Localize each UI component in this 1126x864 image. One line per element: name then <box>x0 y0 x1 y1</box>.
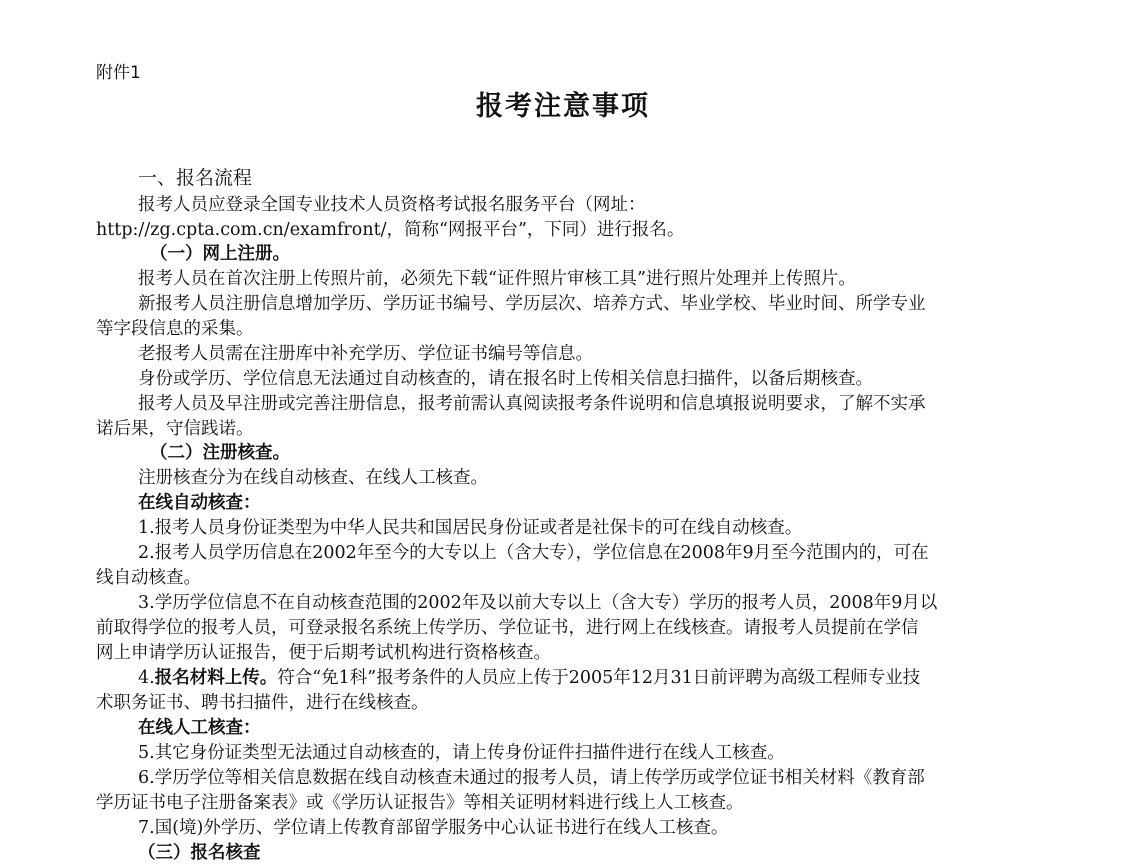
subheading-enrollment-check: （三）报名核查 <box>138 843 261 863</box>
paragraph-line: http://zg.cpta.com.cn/examfront/，简称“网报平台”，下同）进行报名。 <box>96 220 685 240</box>
paragraph-line: 等字段信息的采集。 <box>96 319 254 339</box>
document-title: 报考注意事项 <box>476 91 650 122</box>
subheading-manual-check: 在线人工核查： <box>138 718 261 738</box>
list-number: 4. <box>138 668 155 688</box>
list-item: 3.学历学位信息不在自动核查范围的2002年及以前大专以上（含大专）学历的报考人员，2008年9月以 <box>138 593 938 613</box>
paragraph-line: 学历证书电子注册备案表》或《学历认证报告》等相关证明材料进行线上人工核查。 <box>96 793 744 813</box>
subheading-online-registration: （一）网上注册。 <box>150 244 290 264</box>
paragraph-line: 报考人员应登录全国专业技术人员资格考试报名服务平台（网址： <box>138 195 646 215</box>
paragraph-line: 报考人员在首次注册上传照片前，必须先下载“证件照片审核工具”进行照片处理并上传照片。 <box>138 269 856 289</box>
list-item: 5.其它身份证类型无法通过自动核查的，请上传身份证件扫描件进行在线人工核查。 <box>138 743 785 763</box>
list-item <box>138 666 920 691</box>
paragraph-line: 老报考人员需在注册库中补充学历、学位证书编号等信息。 <box>138 344 593 364</box>
paragraph-line: 前取得学位的报考人员，可登录报名系统上传学历、学位证书，进行网上在线核查。请报考人员提前在学信 <box>96 618 919 638</box>
attachment-label: 附件1 <box>96 63 141 83</box>
paragraph-line: 身份或学历、学位信息无法通过自动核查的，请在报名时上传相关信息扫描件，以备后期核查。 <box>138 369 873 389</box>
section-heading-process: 一、报名流程 <box>138 167 253 189</box>
list-item: 7.国(境)外学历、学位请上传教育部留学服务中心认证书进行在线人工核查。 <box>138 818 729 838</box>
list-item: 6.学历学位等相关信息数据在线自动核查未通过的报考人员，请上传学历或学位证书相关材料《教育部 <box>138 768 925 788</box>
bold-lead: 报名材料上传。 <box>154 668 278 688</box>
list-item: 2.报考人员学历信息在2002年至今的大专以上（含大专），学位信息在2008年9月至今范围内的，可在 <box>138 543 929 563</box>
list-text: 符合“免1科”报考条件的人员应上传于2005年12月31日前评聘为高级工程师专业技 <box>277 668 921 688</box>
paragraph-line: 注册核查分为在线自动核查、在线人工核查。 <box>138 468 488 488</box>
paragraph-line: 术职务证书、聘书扫描件，进行在线核查。 <box>96 693 429 713</box>
paragraph-line: 报考人员及早注册或完善注册信息，报考前需认真阅读报考条件说明和信息填报说明要求，了解不实承 <box>138 394 926 414</box>
paragraph-line: 线自动核查。 <box>96 568 201 588</box>
paragraph-line: 网上申请学历认证报告，便于后期考试机构进行资格核查。 <box>96 643 551 663</box>
paragraph-line: 诺后果，守信践诺。 <box>96 419 254 439</box>
paragraph-line: 新报考人员注册信息增加学历、学历证书编号、学历层次、培养方式、毕业学校、毕业时间、所学专业 <box>138 294 926 314</box>
list-item: 1.报考人员身份证类型为中华人民共和国居民身份证或者是社保卡的可在线自动核查。 <box>138 518 803 538</box>
subheading-registration-check: （二）注册核查。 <box>150 443 290 463</box>
subheading-auto-check: 在线自动核查： <box>138 493 261 513</box>
